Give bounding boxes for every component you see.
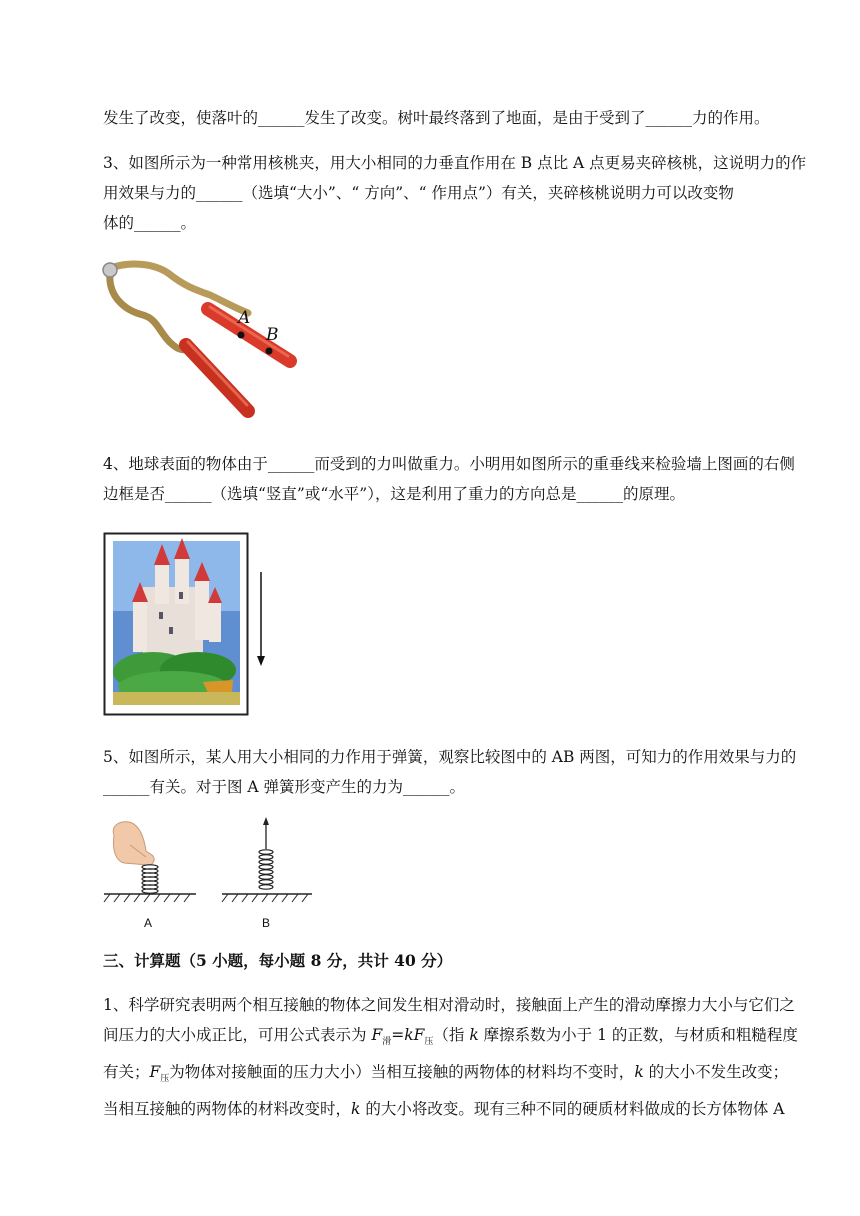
nutcracker-lower-arm: [110, 273, 190, 350]
spring-figure-a: [104, 822, 196, 930]
point-a-label: A: [238, 308, 251, 328]
calc-question-1: [103, 990, 803, 1124]
figure-a-label: A: [144, 916, 153, 930]
point-a-dot: [238, 332, 245, 339]
c1-line-1: 1、科学研究表明两个相互接触的物体之间发生相对滑动时，接触面上产生的滑动摩擦力大小与它们之: [103, 996, 795, 1014]
hand-icon: [113, 822, 154, 865]
q3-line-2: 用效果与力的______（选填“大小”、“ 方向”、“ 作用点”）有关，夹碎核桃说明力可以改变物: [103, 184, 734, 202]
question-3: [103, 148, 807, 238]
nutcracker-figure: [98, 255, 308, 425]
c1-line-2: 间压力的大小成正比，可用公式表示为 $F_滑=kF_压$（指 k 摩擦系数为小于 1 的正数，与材质和粗糙程度: [103, 1026, 798, 1048]
q2-line-1: 发生了改变，使落叶的______发生了改变。树叶最终落到了地面，是由于受到了______力的作用。: [103, 109, 770, 127]
q4-line-1: 4、地球表面的物体由于______而受到的力叫做重力。小明用如图所示的重垂线来检验墙上图画的右侧: [103, 455, 795, 473]
pull-arrowhead: [263, 817, 269, 825]
q3-line-1: 3、如图所示为一种常用核桃夹，用大小相同的力垂直作用在 B 点比 A 点更易夹碎核桃，这说明力的作: [103, 154, 807, 172]
nutcracker-pivot: [103, 263, 117, 277]
figure-b-label: B: [262, 916, 271, 930]
spring-figures: [100, 815, 320, 935]
spring-figure-b: [222, 817, 312, 930]
question-4: [103, 449, 803, 509]
c1-line-3: 有关；$F_压$为物体对接触面的压力大小）当相互接触的两物体的材料均不变时，k 的大小不发生改变；: [103, 1063, 789, 1085]
plumb-line-arrowhead: [257, 656, 265, 666]
q4-line-2: 边框是否______（选填“竖直”或“水平”），这是利用了重力的方向总是______的原理。: [103, 485, 685, 503]
castle-picture-figure: [103, 532, 273, 718]
question-5: [103, 742, 803, 802]
c1-line-4: 当相互接触的两物体的材料改变时，k 的大小将改变。现有三种不同的硬质材料做成的长方体物体 A: [103, 1100, 785, 1119]
section-3-heading: 三、计算题（5 小题，每小题 8 分，共计 40 分）: [103, 951, 453, 970]
q5-line-1: 5、如图所示，某人用大小相同的力作用于弹簧，观察比较图中的 AB 两图，可知力的作用效果与力的: [103, 748, 797, 766]
question-2-continuation: [103, 103, 803, 133]
q5-line-2: ______有关。对于图 A 弹簧形变产生的力为______。: [103, 778, 466, 796]
point-b-dot: [266, 348, 273, 355]
nutcracker-lower-handle: [186, 345, 248, 411]
q3-line-3: 体的______。: [103, 214, 197, 232]
point-b-label: B: [266, 325, 279, 345]
